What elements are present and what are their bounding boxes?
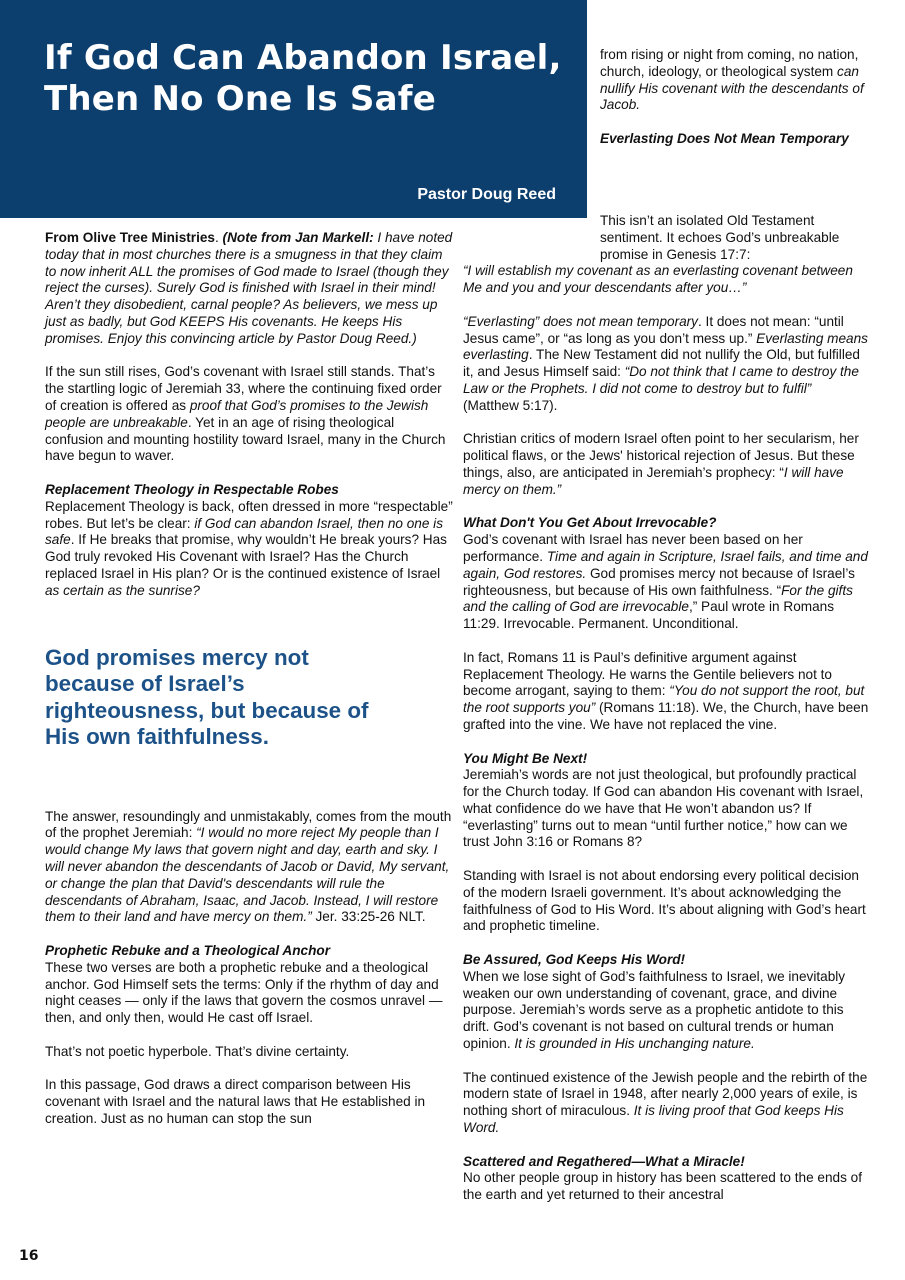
heading-irrevocable: What Don't You Get About Irrevocable? [463,515,717,531]
paragraph-comparison-start: In this passage, God draws a direct comparison between His covenant with Israel and the natural laws that He established in creation. Just as no human can stop the sun [45,1077,426,1126]
heading-replacement-theology: Replacement Theology in Respectable Robes [45,481,339,497]
pull-quote: God promises mercy not because of Israel’s righteousness, but because of His own faithfulness. [45,644,369,750]
paragraph-everlasting-quote: “I will establish my covenant as an everlasting covenant between Me and you and your descendants after you…” [463,263,853,296]
heading-everlasting: Everlasting Does Not Mean Temporary [600,130,849,146]
paragraph-scattered-regathered: No other people group in history has been scattered to the ends of the earth and yet returned to their ancestral [463,1170,863,1203]
left-column [45,230,453,1144]
paragraph-replacement-theology: Replacement Theology is back, often dressed in more “respectable” robes. But let’s be clear: if God can abandon Israel, then no one is safe. If He breaks that promise, why wouldn’t He break yours? Has God truly revoked His Covenant with Israel? Has the Church replaced Israel in His plan? Or is the continued existence of Israel as certain as the sunrise? [45,498,453,598]
author-byline: Pastor Doug Reed [417,186,556,203]
paragraph-rebirth: The continued existence of the Jewish people and the rebirth of the modern state of Israel in 1948, after nearly 2,000 years of exile, is nothing short of miraculous. It is living proof that God keeps His Word. [463,1069,868,1136]
article-title: If God Can Abandon Israel, Then No One Is Safe [44,38,562,119]
heading-you-might-be-next: You Might Be Next! [463,750,588,766]
page-number: 16 [19,1248,39,1264]
right-column [463,213,871,1221]
paragraph-everlasting-meaning: “Everlasting” does not mean temporary. It does not mean: “until Jesus came”, or “as long as you don’t mess up.” Everlasting means everlasting. The New Testament did not nullify the Old, but fulfilled it, and Jesus Himself said: “Do not think that I came to destroy the Law or the Prophets. I did not come to destroy but to fulfil” (Matthew 5:17). [463,313,868,413]
paragraph-everlasting-start: This isn’t an isolated Old Testament sentiment. It echoes God’s unbreakable promise in Genesis 17:7: [600,213,840,262]
paragraph-answer: The answer, resoundingly and unmistakably, comes from the mouth of the prophet Jeremiah: “I would no more reject My people than I would change My laws that govern night and day, earth and sky. I will never abandon the descendants of Jacob or David, My servant, or change the plan that David's descendants will rule the descendants of Abraham, Isaac, and Jacob. Instead, I will restore them to their land and have mercy on them.” Jer. 33:25-26 NLT. [45,808,452,925]
heading-prophetic-rebuke: Prophetic Rebuke and a Theological Anchor [45,942,331,958]
heading-scattered-regathered: Scattered and Regathered—What a Miracle! [463,1153,745,1169]
right-column-top [600,47,868,148]
paragraph-sun-rises: If the sun still rises, God’s covenant with Israel still stands. That’s the startling logic of Jeremiah 33, where the continuing fixed order of creation is offered as proof that God’s promises to the Jewish people are unbreakable. Yet in an age of rising theological confusion and mounting hostility toward Israel, many in the Church have begun to waver. [45,364,446,464]
note-text: I have noted today that in most churches there is a smugness in that they claim to now inherit ALL the promises of God made to Israel (though they reject the curses). Surely God is finished with Israel in their mind! Aren’t they disobedient, carnal people? As believers, we mess up just as badly, but God KEEPS His covenants. He keeps His promises. Enjoy this convincing article by Pastor Doug Reed.) [45,230,453,346]
heading-be-assured: Be Assured, God Keeps His Word! [463,952,686,968]
source-label: From Olive Tree Ministries [45,230,215,245]
intro-paragraph: From Olive Tree Ministries. (Note from Jan Markell: I have noted today that in most churches there is a smugness in that they claim to now inherit ALL the promises of God made to Israel (though they reject the curses). Surely God is finished with Israel in their mind! Aren’t they disobedient, carnal people? As believers, we mess up just as badly, but God KEEPS His covenants. He keeps His promises. Enjoy this convincing article by Pastor Doug Reed.) [45,230,453,346]
paragraph-you-might-be-next: Jeremiah’s words are not just theological, but profoundly practical for the Church today. If God can abandon His covenant with Israel, what confidence do we have that He won’t abandon us? If “everlasting” turns out to mean “until further notice,” how can we trust John 3:16 or Romans 8? [463,767,864,850]
note-label: (Note from Jan Markell: [222,230,374,245]
paragraph-irrevocable: God’s covenant with Israel has never been based on her performance. Time and again in Scripture, Israel fails, and time and again, God restores. God promises mercy not because of Israel’s righteousness, but because of His own faithfulness. “For the gifts and the calling of God are irrevocable,” Paul wrote in Romans 11:29. Irrevocable. Permanent. Unconditional. [463,532,868,632]
paragraph-comparison-end: from rising or night from coming, no nation, church, ideology, or theological system can nullify His covenant with the descendants of Jacob. [600,47,864,113]
paragraph-standing-with-israel: Standing with Israel is not about endorsing every political decision of the modern Israeli government. It’s about acknowledging the faithfulness of God to His Word. It’s about aligning with God’s heart and prophetic timeline. [463,868,866,934]
paragraph-romans-11: In fact, Romans 11 is Paul’s definitive argument against Replacement Theology. He warns the Gentile believers not to become arrogant, saying to them: “You do not support the root, but the root supports you” (Romans 11:18). We, the Church, have been grafted into the vine. We have not replaced the vine. [463,649,869,732]
paragraph-critics: Christian critics of modern Israel often point to her secularism, her political flaws, or the Jews' historical rejection of Jesus. But these things, also, are anticipated in Jeremiah’s prophecy: “I will have mercy on them.” [463,431,859,497]
title-banner [0,0,587,218]
paragraph-be-assured: When we lose sight of God’s faithfulness to Israel, we inevitably weaken our own understanding of covenant, grace, and divine purpose. Jeremiah’s words serve as a prophetic antidote to this drift. God’s covenant is not based on cultural trends or human opinion. It is grounded in His unchanging nature. [463,968,846,1052]
paragraph-prophetic-rebuke: These two verses are both a prophetic rebuke and a theological anchor. God Himself sets the terms: Only if the rhythm of day and night ceases — only if the laws that govern the cosmos unravel — then, and only then, would He cast off Israel. [45,959,443,1026]
paragraph-hyperbole: That’s not poetic hyperbole. That’s divine certainty. [45,1043,350,1059]
